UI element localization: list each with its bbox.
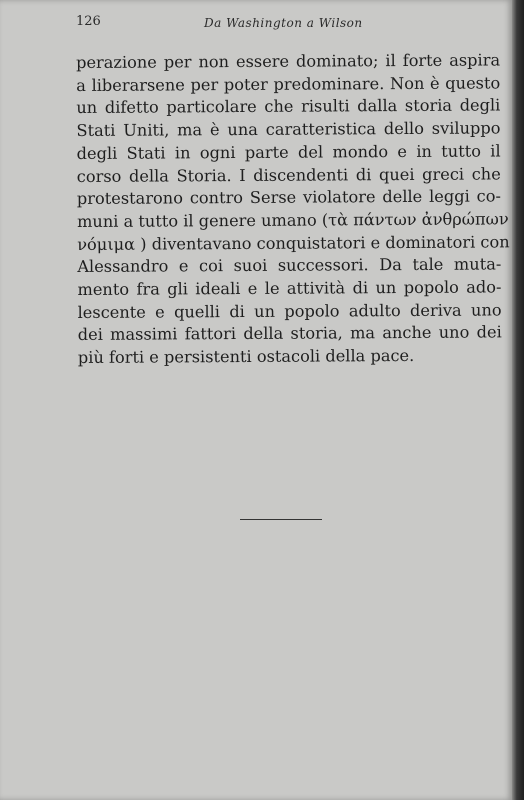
text-line: degli Stati in ogni parte del mondo e in tutto il bbox=[76, 141, 501, 163]
text-line: un difetto particolare che risulti dalla storia degli bbox=[76, 95, 501, 118]
running-title: Da Washington a Wilson bbox=[204, 16, 363, 30]
page-edge bbox=[512, 0, 524, 800]
text-line: corso della Storia. I discendenti di quei greci che bbox=[76, 163, 501, 186]
text-line: muni a tutto il genere umano (τὰ πάντων ἀνθρώπων bbox=[76, 209, 509, 231]
text-line: mento fra gli ideali e le attività di un popolo ado- bbox=[77, 277, 502, 300]
text-line: Stati Uniti, ma è una caratteristica dello sviluppo bbox=[76, 118, 501, 141]
text-line: a liberarsene per poter predominare. Non è questo bbox=[76, 73, 501, 95]
text-line: più forti e persistenti ostacoli della pace. bbox=[77, 346, 415, 368]
text-line: dei massimi fattori della storia, ma anche uno dei bbox=[77, 322, 502, 345]
running-head bbox=[76, 14, 496, 34]
section-divider bbox=[240, 519, 322, 520]
text-line: protestarono contro Serse violatore delle leggi co- bbox=[76, 186, 501, 209]
body-text bbox=[76, 49, 510, 369]
page-number: 126 bbox=[76, 14, 101, 29]
text-line: perazione per non essere dominato; il forte aspira bbox=[76, 50, 501, 72]
text-line: Alessandro e coi suoi successori. Da tale muta- bbox=[77, 254, 502, 277]
text-line: νόμιμα ) diventavano conquistatori e dominatori con bbox=[77, 231, 510, 254]
text-line: lescente e quelli di un popolo adulto deriva uno bbox=[77, 300, 502, 322]
